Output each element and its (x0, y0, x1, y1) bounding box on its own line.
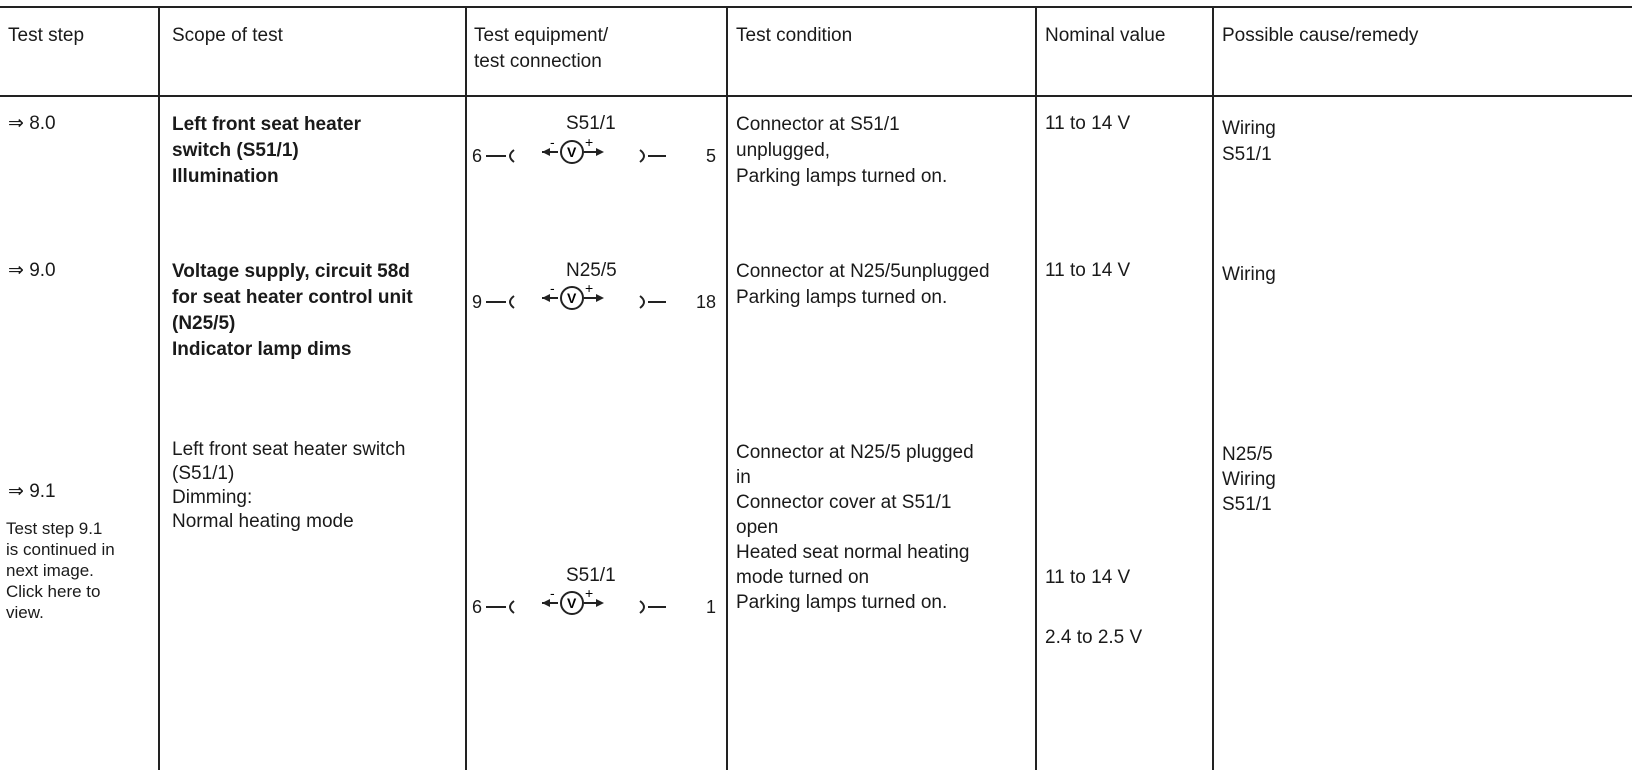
row-8-0-pin-left: 6 (472, 146, 483, 166)
row-9-0-pin-left: 9 (472, 292, 483, 312)
connector-voltmeter-icon (484, 585, 706, 621)
row-9-1-pin-left: 6 (472, 597, 483, 617)
row-9-0-condition: Connector at N25/5unplugged Parking lamps turned on. (736, 261, 990, 308)
row-9-1-nominal-1: 11 to 14 V (1045, 567, 1131, 588)
row-9-0-scope: Voltage supply, circuit 58d for seat heater control unit (N25/5) Indicator lamp dims (172, 261, 413, 360)
column-divider (465, 6, 467, 770)
svg-text:V: V (567, 290, 577, 306)
svg-text:V: V (567, 144, 577, 160)
row-9-0-nominal: 11 to 14 V (1045, 260, 1131, 281)
row-9-1-scope: Left front seat heater switch (S51/1) Dimming: Normal heating mode (172, 439, 406, 532)
header-test-step: Test step (8, 25, 85, 46)
header-bottom-rule (0, 95, 1632, 97)
row-8-0-scope: Left front seat heater switch (S51/1) Illumination (172, 114, 361, 187)
svg-text:+: + (585, 585, 594, 601)
row-8-0-remedy: Wiring S51/1 (1222, 118, 1276, 165)
svg-text:V: V (567, 595, 577, 611)
row-9-1-remedy: N25/5 Wiring S51/1 (1222, 444, 1276, 515)
column-divider (726, 6, 728, 770)
row-9-1-condition: Connector at N25/5 plugged in Connector cover at S51/1 open Heated seat normal heating mode turned on Parking lamps turned on. (736, 442, 974, 613)
connector-voltmeter-icon (484, 134, 706, 170)
column-divider (1212, 6, 1214, 770)
row-8-0-component: S51/1 (566, 113, 616, 134)
continued-in-next-image-link[interactable]: Test step 9.1 is continued in next image. Click here to view. (6, 519, 115, 622)
svg-text:+: + (585, 134, 594, 150)
row-9-1-pin-right: 1 (706, 597, 717, 617)
header-nominal: Nominal value (1045, 25, 1166, 46)
header-condition: Test condition (736, 25, 853, 46)
row-9-1-component: S51/1 (566, 565, 616, 586)
row-8-0-condition: Connector at S51/1 unplugged, Parking lamps turned on. (736, 114, 948, 187)
row-9-0-remedy: Wiring (1222, 264, 1276, 285)
svg-text:-: - (550, 134, 555, 150)
row-8-0-pin-right: 5 (706, 146, 717, 166)
row-9-1-step: ⇒ 9.1 (8, 481, 56, 502)
header-remedy: Possible cause/remedy (1222, 25, 1419, 46)
header-scope: Scope of test (172, 25, 283, 46)
svg-text:+: + (585, 280, 594, 296)
row-9-1-nominal-2: 2.4 to 2.5 V (1045, 627, 1143, 648)
row-8-0-step: ⇒ 8.0 (8, 113, 56, 134)
connector-voltmeter-icon (484, 280, 694, 316)
row-8-0-nominal: 11 to 14 V (1045, 113, 1131, 134)
header-equipment-line2: test connection (474, 51, 602, 72)
row-9-0-step: ⇒ 9.0 (8, 260, 56, 281)
column-divider (1035, 6, 1037, 770)
row-9-0-component: N25/5 (566, 260, 617, 281)
header-equipment-line1: Test equipment/ (474, 25, 609, 46)
column-divider (158, 6, 160, 770)
svg-text:-: - (550, 585, 555, 601)
row-9-0-pin-right: 18 (696, 292, 717, 312)
table-top-rule (0, 6, 1632, 8)
svg-text:-: - (550, 280, 555, 296)
